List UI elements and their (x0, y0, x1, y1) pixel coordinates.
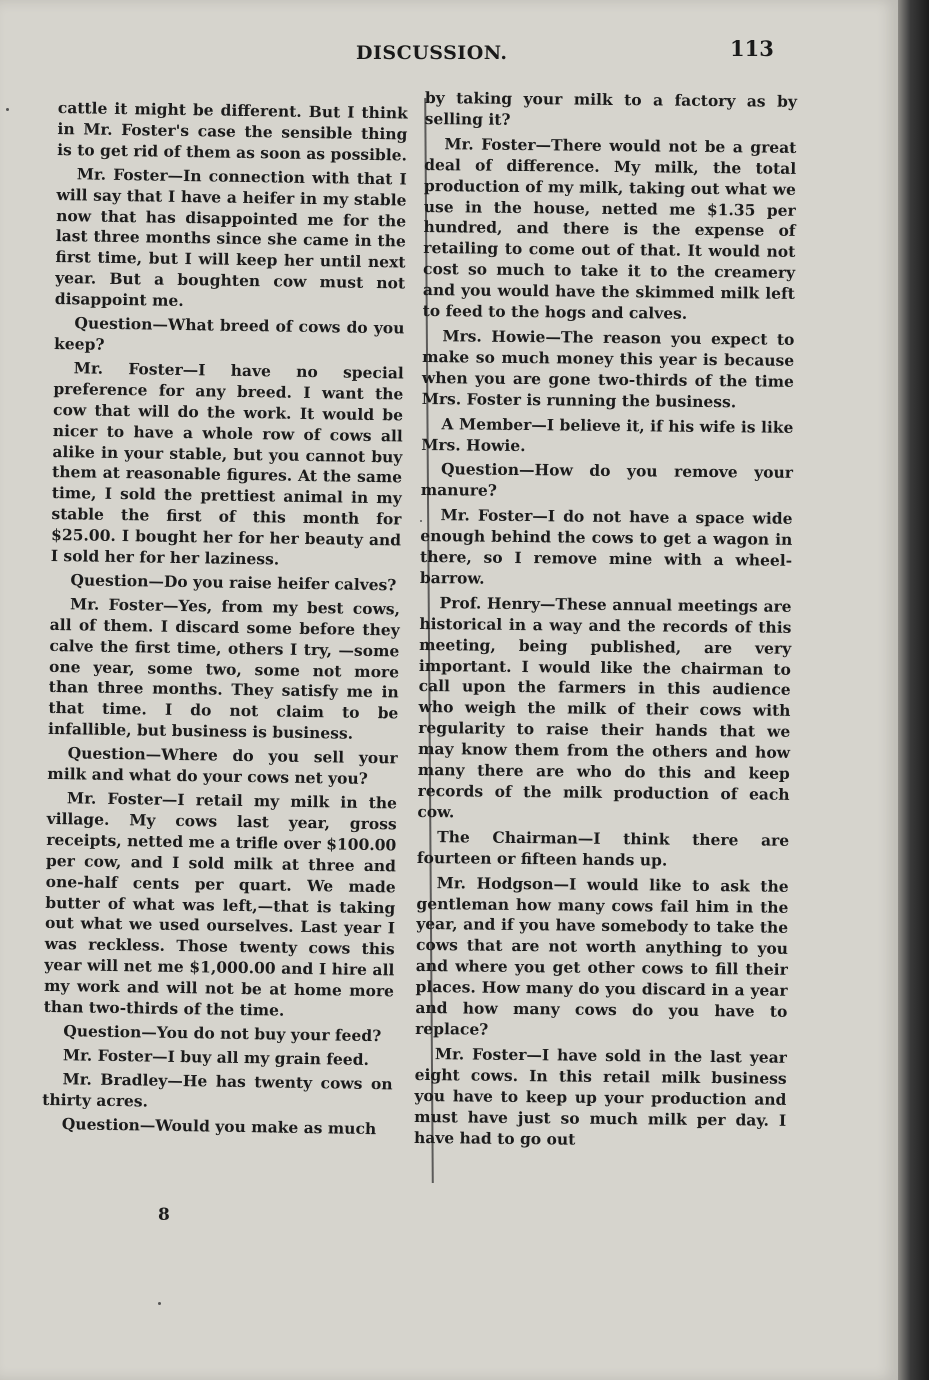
paragraph: Mr. Foster—There would not be a great deal of difference. My milk, the total production of my milk, taking out what we use in the house, netted me $1.35 per hundred, and there is the expense of retailing to come out of that. It would not cost so much to take it to the creamery and you would have the skimmed milk left to feed to the hogs and calves. (422, 134, 797, 323)
paragraph: Mr. Foster—Yes, from my best cows, all of them. I discard some before they calve the first time, others I try, —some one year, some two, some not more than three months. They satisfy me in that time. I do not claim to be infallible, but business is business. (47, 594, 401, 743)
paragraph: Mr. Foster—I do not have a space wide enough behind the cows to get a wagon in there, so I remove mine with a wheel-barrow. (419, 505, 793, 588)
paragraph: by taking your milk to a factory as by selling it? (424, 88, 797, 129)
paragraph: Mr. Foster—I have sold in the last year eight cows. In this retail milk business you have to keep up your production and must have just so much milk per day. I have had to go out (413, 1044, 787, 1149)
paragraph: Mr. Foster—I buy all my grain feed. (62, 1045, 370, 1069)
paragraph: Prof. Henry—These annual meetings are historical in a way and the records of this meeting, being published, are very important. I would like the chairman to call upon the farmers in this audience who weigh the milk of their cows with regularity to raise their hands that we may know them from the others and how many there are who do this and keep records of the milk production of each cow. (417, 593, 792, 822)
paragraph: Mr. Foster—In connection with that I will say that I have a heifer in my stable now that has disappointed me for the last three months since she came in the first time, but I will keep her until next year. But a boughten cow must not disappoint me. (54, 164, 407, 311)
paragraph: Mr. Hodgson—I would like to ask the gentleman how many cows fail him in the year, and if you have somebody to take the cows that are not worth anything to you and where you get other cows to fill their places. How many do you discard in a year and how many cows do you have to replace? (415, 872, 789, 1039)
paragraph: Mr. Foster—I have no special preference for any breed. I want the cow that will do the work. It would be nicer to have a whole row of cows all alike in your stable, but you cannot buy them at reasonable figures. At the same time, I sold the prettiest animal in my stable the first of this month for $25.00. I bought her for her beauty and I sold her for her laziness. (50, 358, 404, 569)
paragraph: Question—Would you make as much (61, 1113, 377, 1138)
paragraph: Mrs. Howie—The reason you expect to make so much money this year is because when you are gone two-thirds of the time Mrs. Foster is running the business. (421, 326, 795, 411)
paragraph: Mr. Bradley—He has twenty cows on thirty acres. (42, 1068, 393, 1111)
left-column (42, 98, 408, 1143)
paragraph: Question—Do you raise heifer calves? (70, 570, 397, 595)
paragraph: Question—How do you remove your manure? (420, 459, 794, 501)
paragraph: Mr. Foster—I retail my milk in the village. My cows last year, gross receipts, netted me a trifle over $100.00 per cow, and I sold milk at three and one-half cents per quart. We made butter of what was left,—that is taking out what we used ourselves. Last year I was reckless. Those twenty cows this year will net me $1,000.00 and I hire all my work and will not be at home more than two-thirds of the time. (43, 788, 398, 1020)
page-number: 113 (730, 36, 774, 61)
paragraph: Question—Where do you sell your milk and what do your cows net you? (47, 743, 398, 789)
paragraph: Question—What breed of cows do you keep? (53, 313, 405, 354)
paragraph: A Member—I believe it, if his wife is like Mrs. Howie. (421, 413, 794, 455)
running-header: DISCUSSION. (356, 42, 508, 64)
paragraph: The Chairman—I think there are fourteen or fifteen hands up. (416, 826, 790, 870)
paragraph: Question—You do not buy your feed? (63, 1021, 382, 1046)
book-gutter-edge (898, 0, 929, 1380)
right-column (414, 88, 797, 1156)
paragraph: cattle it might be different. But I think in Mr. Foster's case the sensible thing is to get rid of them as soon as possible. (57, 98, 408, 165)
signature-mark: 8 (158, 1205, 170, 1225)
